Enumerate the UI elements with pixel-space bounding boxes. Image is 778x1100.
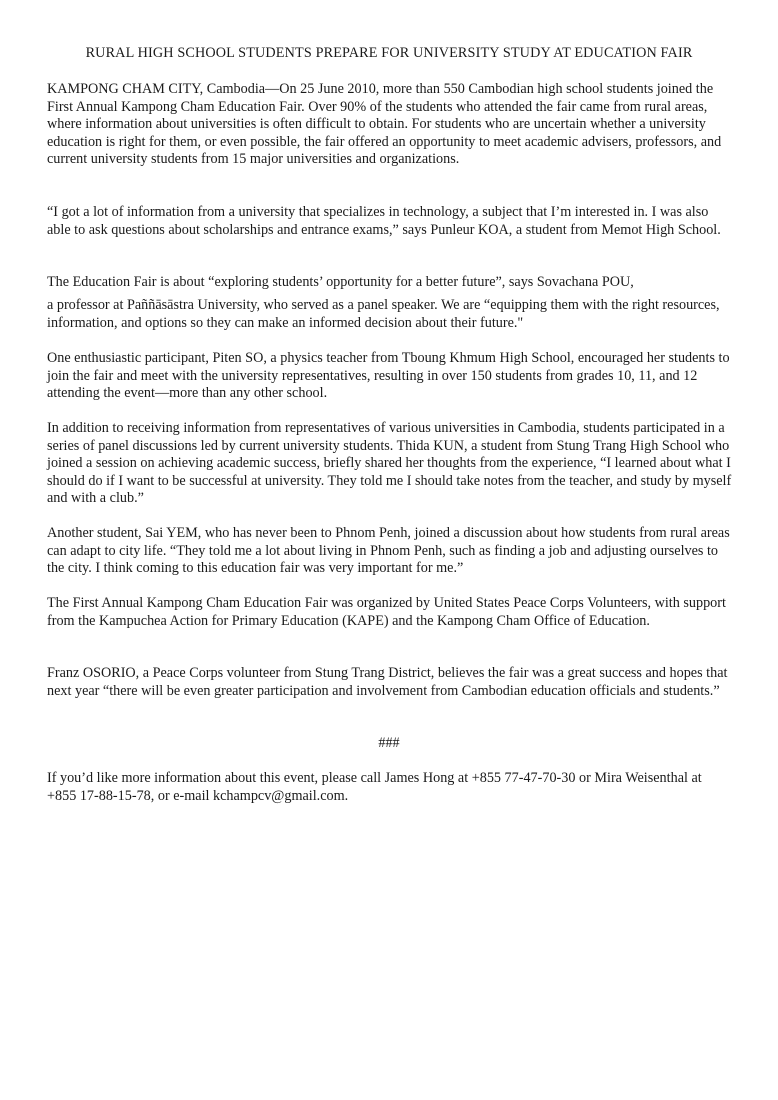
paragraph-piten-so: One enthusiastic participant, Piten SO, a physics teacher from Tboung Khmum High School, encouraged her students to join the fair and meet with the university representatives, resulting in over 150 students from grades 10, 11, and 12 attending the event—more than any other school. [47,350,730,402]
end-separator: ### [378,735,400,751]
contact-info: If you’d like more information about this event, please call James Hong at +855 77-47-70-30 or Mira Weisenthal at +855 17-88-15-78, or e-mail kchampcv@gmail.com. [47,770,702,804]
paragraph-education-fair-intro: The Education Fair is about “exploring students’ opportunity for a better future”, says Sovachana POU, [47,274,634,290]
paragraph-quote-punleur: “I got a lot of information from a university that specializes in technology, a subject that I’m interested in. I was also able to ask questions about scholarships and entrance exams,” says Punleur KOA, a student from Memot High School. [47,204,721,238]
paragraph-panel-discussions: In addition to receiving information from representatives of various universities in Cambodia, students participated in a series of panel discussions led by current university students. Thida KUN, a student from Stung Trang High School who joined a session on achieving academic success, briefly shared her thoughts from the experience, “I learned about what I should do if I want to be successful at university. They told me I should take notes from the teacher, and study by myself and with a club.” [47,420,732,507]
paragraph-franz-osorio: Franz OSORIO, a Peace Corps volunteer from Stung Trang District, believes the fair was a great success and hopes that next year “there will be even greater participation and involvement from Cambodian education officials and students.” [47,665,728,699]
paragraph-sai-yem: Another student, Sai YEM, who has never been to Phnom Penh, joined a discussion about how students from rural areas can adapt to city life. “They told me a lot about living in Phnom Penh, such as finding a job and adjusting ourselves to the city. I think coming to this education fair was very important for me.” [47,525,730,577]
paragraph-education-fair-quote: a professor at Paññāsāstra University, who served as a panel speaker. We are “equipping them with the right resources, information, and options so they can make an informed decision about their future." [47,297,720,331]
paragraph-dateline: KAMPONG CHAM CITY, Cambodia—On 25 June 2010, more than 550 Cambodian high school students joined the First Annual Kampong Cham Education Fair. Over 90% of the students who attended the fair came from rural areas, where information about universities is often difficult to obtain. For students who are uncertain whether a university education is right for them, or even possible, the fair offered an opportunity to meet academic advisers, professors, and current university students from 15 major universities and organizations. [47,81,722,168]
paragraph-organizers: The First Annual Kampong Cham Education Fair was organized by United States Peace Corps Volunteers, with support from the Kampuchea Action for Primary Education (KAPE) and the Kampong Cham Office of Education. [47,595,726,629]
headline: RURAL HIGH SCHOOL STUDENTS PREPARE FOR UNIVERSITY STUDY AT EDUCATION FAIR [85,45,693,61]
